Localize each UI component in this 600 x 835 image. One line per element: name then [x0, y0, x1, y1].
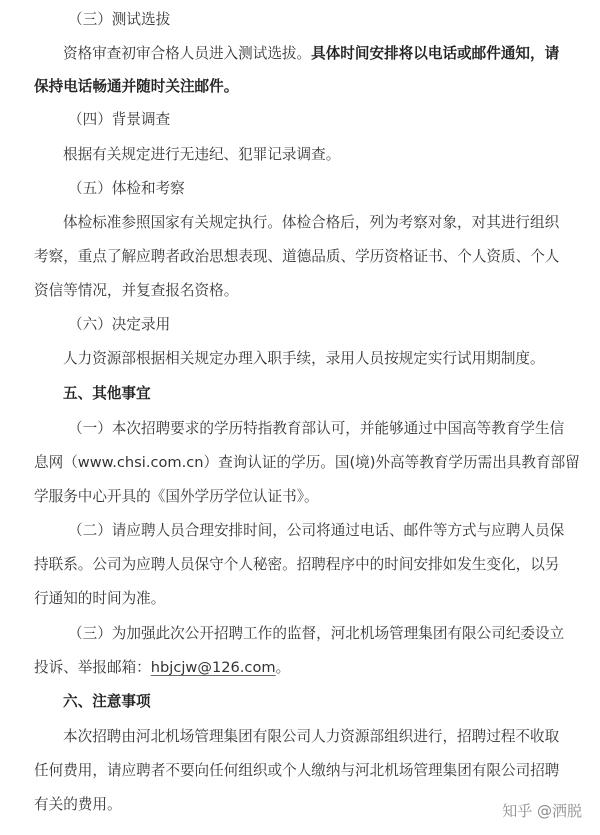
section-exam-body-line-3: 资信等情况，并复查报名资格。: [34, 282, 239, 299]
part-6-line-1: 本次招聘由河北机场管理集团有限公司人力资源部组织进行，招聘过程不收取: [63, 728, 560, 745]
part-5-item-1-line-1: （一）本次招聘要求的学历特指教育部认可，并能够通过中国高等教育学生信: [68, 420, 565, 437]
section-test-body-bold: 具体时间安排将以电话或邮件通知，请: [311, 45, 560, 62]
section-hire-body: 人力资源部根据相关规定办理入职手续，录用人员按规定实行试用期制度。: [63, 350, 545, 367]
section-hire-heading: （六）决定录用: [68, 316, 171, 333]
complaint-email-link[interactable]: hbjcjw@126.com: [150, 659, 276, 676]
section-test-body-line-1: [0, 40, 600, 68]
part-6-line-2: 任何费用，请应聘者不要向任何组织或个人缴纳与河北机场管理集团有限公司招聘: [34, 762, 560, 779]
section-test-body-normal: 资格审查初审合格人员进入测试选拔。: [63, 45, 312, 62]
part-6-line-3: 有关的费用。: [34, 796, 122, 813]
part-5-heading: 五、其他事宜: [63, 385, 151, 402]
complaint-email-label: 投诉、举报邮箱：: [34, 659, 151, 676]
section-exam-heading: （五）体检和考察: [68, 180, 185, 197]
section-background-heading: （四）背景调查: [68, 111, 171, 128]
part-5-item-2-line-2: 持联系。公司为应聘人员保守个人秘密。招聘程序中的时间安排如发生变化，以另: [34, 556, 560, 573]
section-background-body: 根据有关规定进行无违纪、犯罪记录调查。: [63, 146, 341, 163]
part-5-item-1-line-2: 息网（www.chsi.com.cn）查询认证的学历。国(境)外高等教育学历需出具教育部留: [34, 454, 580, 471]
part-5-item-3-line-1: （三）为加强此次公开招聘工作的监督，河北机场管理集团有限公司纪委设立: [68, 625, 565, 642]
zhihu-watermark: 知乎 @洒脱: [502, 802, 582, 820]
part-5-item-3-line-2: [0, 654, 600, 682]
section-test-body-line-2: 保持电话畅通并随时关注邮件。: [34, 78, 239, 95]
part-6-heading: 六、注意事项: [63, 693, 151, 710]
section-test-heading: （三）测试选拔: [68, 11, 171, 28]
part-5-item-1-line-3: 学服务中心开具的《国外学历学位认证书》。: [34, 488, 319, 505]
section-exam-body-line-1: 体检标准参照国家有关规定执行。体检合格后，列为考察对象，对其进行组织: [63, 214, 560, 231]
part-5-item-2-line-1: （二）请应聘人员合理安排时间，公司将通过电话、邮件等方式与应聘人员保: [68, 522, 565, 539]
section-exam-body-line-2: 考察，重点了解应聘者政治思想表现、道德品质、学历资格证书、个人资质、个人: [34, 248, 560, 265]
part-5-item-2-line-3: 行通知的时间为准。: [34, 590, 166, 607]
complaint-email-period: 。: [275, 659, 291, 676]
